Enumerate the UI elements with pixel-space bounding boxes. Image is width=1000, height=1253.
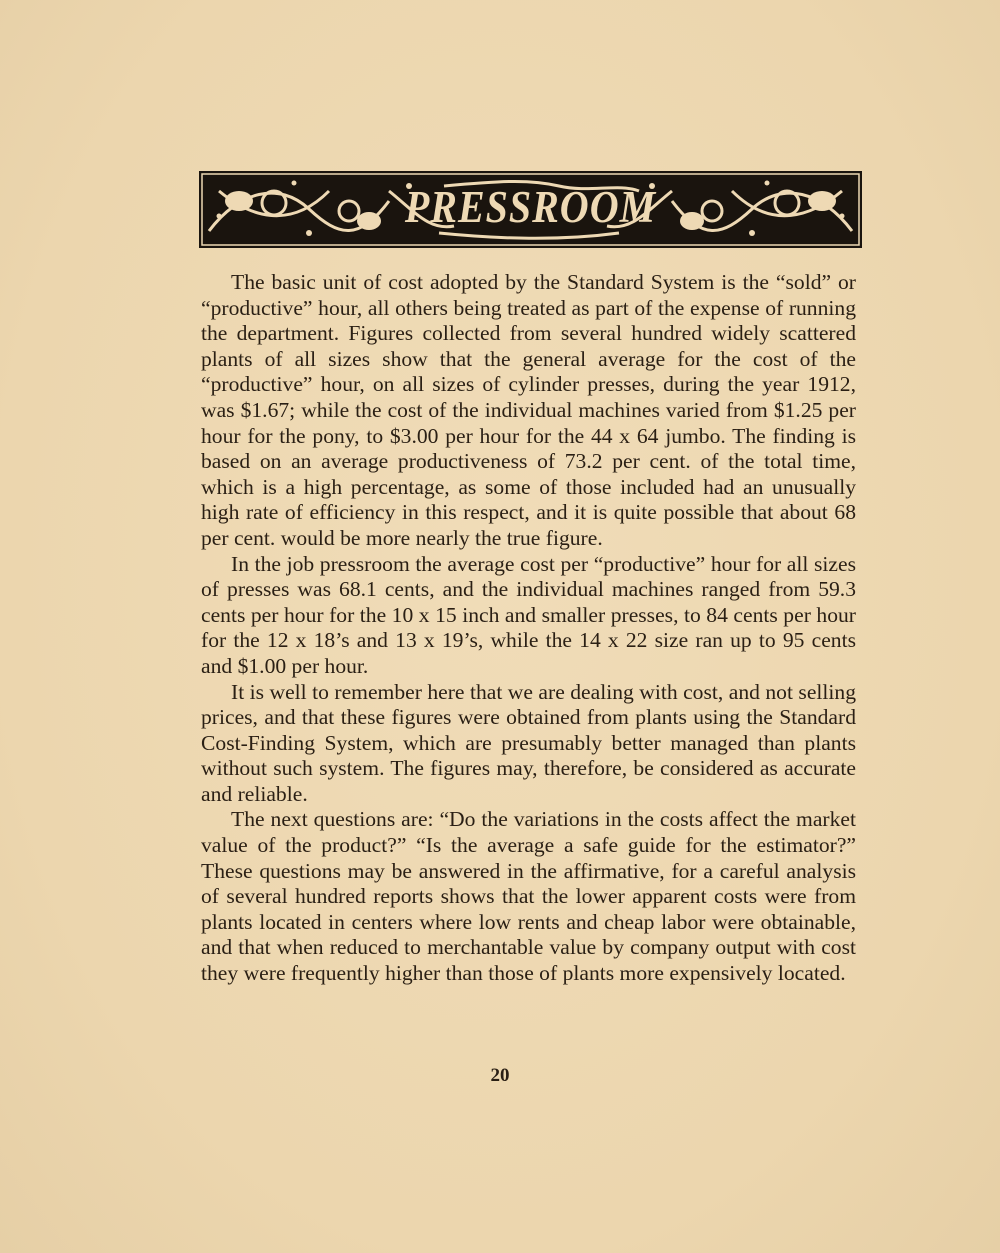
page-number: 20 [490,1065,510,1086]
paragraph: It is well to remember here that we are dealing with cost, and not selling prices, and that these figures were obtained from plants using the Standard Cost-Finding System, which are presumably better managed than plants without such system. The figures may, therefore, be considered as accurate and reliable. [201,679,856,806]
paragraph: The next questions are: “Do the variations in the costs affect the market value of the product?” “Is the average a safe guide for the estimator?” These questions may be answered in the affirmative, for a careful analysis of several hundred reports shows that the lower apparent costs were from plants located in centers where low rents and cheap labor were obtainable, and that when reduced to merchantable value by company output with cost they were frequently higher than those of plants more expensively located. [201,807,856,986]
section-banner [199,171,862,248]
body-text [201,270,856,987]
section-title: PRESSROOM [404,180,657,233]
paragraph: In the job pressroom the average cost per “productive” hour for all sizes of presses was 68.1 cents, and the individual machines ranged from 59.3 cents per hour for the 10 x 15 inch and smaller presses, to 84 cents per hour for the 12 x 18’s and 13 x 19’s, while the 14 x 22 size ran up to 95 cents and $1.00 per hour. [201,551,856,678]
paragraph: The basic unit of cost adopted by the Standard System is the “sold” or “productive” hour, all others being treated as part of the expense of running the department. Figures collected from several hundred widely scattered plants of all sizes show that the general average for the cost of the “productive” hour, on all sizes of cylinder presses, during the year 1912, was $1.67; while the cost of the individual machines varied from $1.25 per hour for the pony, to $3.00 per hour for the 44 x 64 jumbo. The finding is based on an average productiveness of 73.2 per cent. of the total time, which is a high percentage, as some of those included had an unusually high rate of efficiency in this respect, and it is quite possible that about 68 per cent. would be more nearly the true figure. [201,270,856,550]
